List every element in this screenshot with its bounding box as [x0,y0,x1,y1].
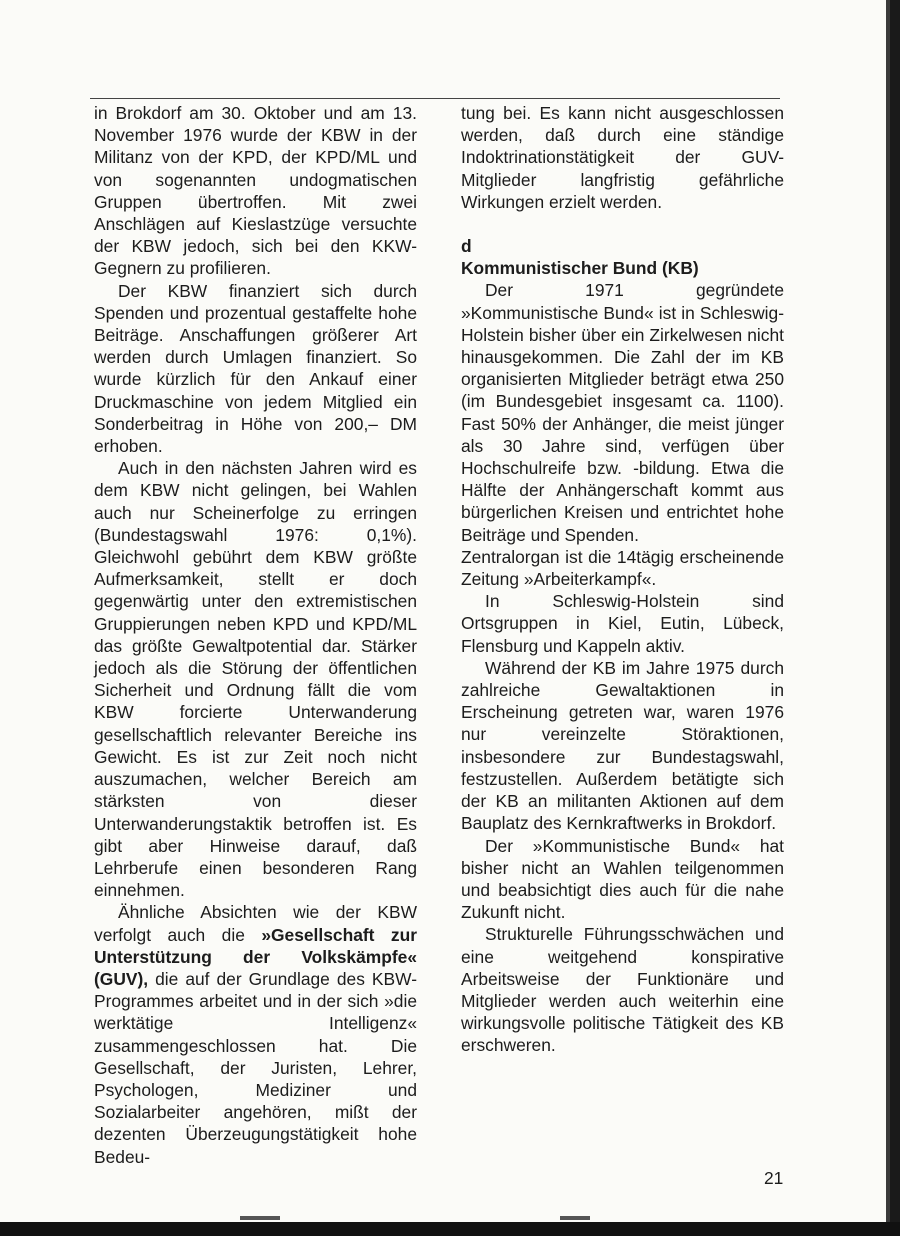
organization-name: »Gesellschaft zur Unterstützung der Volkskämpfe« (GUV), [94,924,417,989]
paragraph-text: die auf der Grundlage des KBW-Programmes arbeitet und in der sich »die werktätige Intelligenz« zusammengeschlossen hat. Die Gesellschaft, der Juristen, Lehrer, Psychologen, Mediziner und Sozialarbeiter angehören, mißt der dezenten Überzeugungstätigkeit hohe Bedeu- [94,968,417,1167]
scan-mark [240,1216,280,1220]
paragraph: in Brokdorf am 30. Oktober und am 13. November 1976 wurde der KBW in der Militanz von der KPD, der KPD/ML und von sogenannten undogmatischen Gruppen übertroffen. Mit zwei Anschlägen auf Kieslastzüge versuchte der KBW jedoch, sich bei den KKW-Gegnern zu profilieren. [94,103,417,279]
page-number: 21 [764,1168,784,1188]
paragraph: Der KBW finanziert sich durch Spenden und prozentual gestaffelte hohe Beiträge. Anschaffungen größerer Art werden durch Umlagen finanziert. So wurde kürzlich für den Ankauf einer Druckmaschine von jedem Mitglied ein Sonderbeitrag in Höhe von 200,– DM erhoben. [94,280,417,457]
paragraph: In Schleswig-Holstein sind Ortsgruppen in Kiel, Eutin, Lübeck, Flensburg und Kappeln aktiv. [461,591,784,656]
scan-bottom-edge [0,1222,900,1236]
paragraph: Der 1971 gegründete »Kommunistische Bund« ist in Schleswig-Holstein bisher über ein Zirkelwesen nicht hinausgekommen. Die Zahl der im KB organisierten Mitglieder beträgt etwa 250 (im Bundesgebiet insgesamt ca. 1100). Fast 50% der Anhänger, die meist jünger als 30 Jahre sind, verfügen über Hochschulreife bzw. -bildung. Etwa die Hälfte der Anhängerschaft kommt aus bürgerlichen Kreisen und entrichtet hohe Beiträge und Spenden. [461,280,784,545]
paragraph [94,901,417,1167]
left-column [94,102,417,1168]
paragraph: Zentralorgan ist die 14tägig erscheinende Zeitung »Arbeiterkampf«. [461,546,784,590]
right-column [461,102,784,1057]
paragraph-text: Ähnliche Absichten wie der KBW verfolgt auch die [94,902,417,945]
section-letter: d [461,236,472,257]
header-rule [90,98,780,99]
section-title: Kommunistischer Bund (KB) [461,258,699,279]
paragraph: Auch in den nächsten Jahren wird es dem KBW nicht gelingen, bei Wahlen auch nur Scheinerfolge zu erringen (Bundestagswahl 1976: 0,1%). Gleichwohl gebührt dem KBW größte Aufmerksamkeit, stellt er doch gegenwärtig unter den extremistischen Gruppierungen neben KPD und KPD/ML das größte Gewaltpotential dar. Stärker jedoch als die Störung der öffentlichen Sicherheit und Ordnung fällt die vom KBW forcierte Unterwanderung gesellschaftlich relevanter Bereiche ins Gewicht. Es ist zur Zeit noch nicht auszumachen, welcher Bereich am stärksten von dieser Unterwanderungstaktik betroffen ist. Es gibt aber Hinweise darauf, daß Lehrberufe einen besonderen Rang einnehmen. [94,458,417,901]
paragraph: Während der KB im Jahre 1975 durch zahlreiche Gewaltaktionen in Erscheinung getreten war, waren 1976 nur vereinzelte Störaktionen, insbesondere zur Bundestagswahl, festzustellen. Außerdem betätigte sich der KB an militanten Aktionen auf dem Bauplatz des Kernkraftwerks in Brokdorf. [461,657,784,834]
paragraph: Der »Kommunistische Bund« hat bisher nicht an Wahlen teilgenommen und beabsichtigt dies auch für die nahe Zukunft nicht. [461,835,784,923]
scan-mark [560,1216,590,1220]
paragraph: tung bei. Es kann nicht ausgeschlossen werden, daß durch eine ständige Indoktrinationstätigkeit der GUV-Mitglieder langfristig gefährliche Wirkungen erzielt werden. [461,103,784,212]
paragraph: Strukturelle Führungsschwächen und eine weitgehend konspirative Arbeitsweise der Funktionäre und Mitglieder werden auch weiterhin eine wirkungsvolle politische Tätigkeit des KB erschweren. [461,924,784,1056]
